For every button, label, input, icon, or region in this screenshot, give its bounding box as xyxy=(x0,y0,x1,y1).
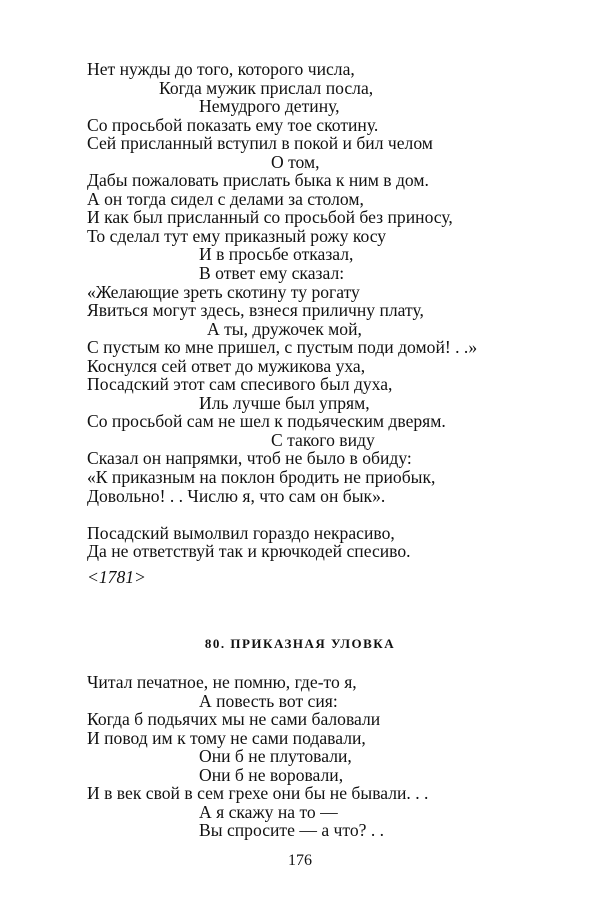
poem-line: Иль лучше был упрям, xyxy=(199,392,370,413)
stanza-gap xyxy=(87,505,547,524)
poem-line: Коснулся сей ответ до мужикова уха, xyxy=(87,355,366,376)
poem-line: Сказал он напрямки, чтоб не было в обиду: xyxy=(87,448,412,469)
poem-line: С пустым ко мне пришел, с пустым поди домой! . .» xyxy=(87,337,478,358)
poem-line: И в просьбе отказал, xyxy=(199,244,354,265)
poem-80-title: 80. ПРИКАЗНАЯ УЛОВКА xyxy=(204,636,396,651)
poem-line: Посадский этот сам спесивого был духа, xyxy=(87,374,393,395)
poem-line: Когда б подьячих мы не сами баловали xyxy=(87,709,381,730)
poem-line: А я скажу на то — xyxy=(199,801,338,822)
poem-line: Когда мужик прислал посла, xyxy=(159,77,374,98)
poem-line: Нет нужды до того, которого числа, xyxy=(87,59,355,79)
poem-line: Немудрого детину, xyxy=(199,96,340,117)
poem-line: О том, xyxy=(271,151,320,172)
poem-line: Со просьбой показать ему тое скотину. xyxy=(87,114,379,135)
poem-line: И как был присланный со просьбой без приносу, xyxy=(87,207,453,228)
poem-line: Со просьбой сам не шел к подьяческим дверям. xyxy=(87,411,446,432)
poem-line: С такого виду xyxy=(271,429,375,450)
poem-line: Явиться могут здесь, взнеся приличну плату, xyxy=(87,300,424,321)
poem-line: «Желающие зреть скотину ту рогату xyxy=(87,281,360,302)
poem-line: Они б не воровали, xyxy=(199,764,344,785)
poem-line: Довольно! . . Числю я, что сам он бык». xyxy=(87,485,386,506)
poem-line: Сей присланный вступил в покой и бил челом xyxy=(87,133,433,154)
poem-line: А ты, дружочек мой, xyxy=(207,318,362,339)
poem-line: Они б не плутовали, xyxy=(199,746,352,767)
poem-line: И в век свой в сем грехе они бы не бывали. . . xyxy=(87,783,429,804)
poem-line: То сделал тут ему приказный рожу косу xyxy=(87,225,387,246)
poem-line: А он тогда сидел с делами за столом, xyxy=(87,188,364,209)
page-number: 176 xyxy=(288,852,312,869)
poem-line: В ответ ему сказал: xyxy=(199,263,345,284)
poem-line: Дабы пожаловать прислать быка к ним в дом. xyxy=(87,170,429,191)
poem-80-body xyxy=(87,673,547,840)
poem-line: Посадский вымолвил гораздо некрасиво, xyxy=(87,522,395,543)
poem-line: И повод им к тому не сами подавали, xyxy=(87,727,366,748)
poem-line: «К приказным на поклон бродить не приобык, xyxy=(87,467,436,488)
poem-line: А повесть вот сия: xyxy=(199,690,338,711)
poem-line: Читал печатное, не помню, где-то я, xyxy=(87,672,357,692)
poem-line: Вы спросите — а что? . . xyxy=(199,820,385,841)
poem-date: <1781> xyxy=(87,567,146,587)
poem-line: Да не ответствуй так и крючкодей спесиво. xyxy=(87,541,411,562)
poem-79-body xyxy=(87,60,547,561)
